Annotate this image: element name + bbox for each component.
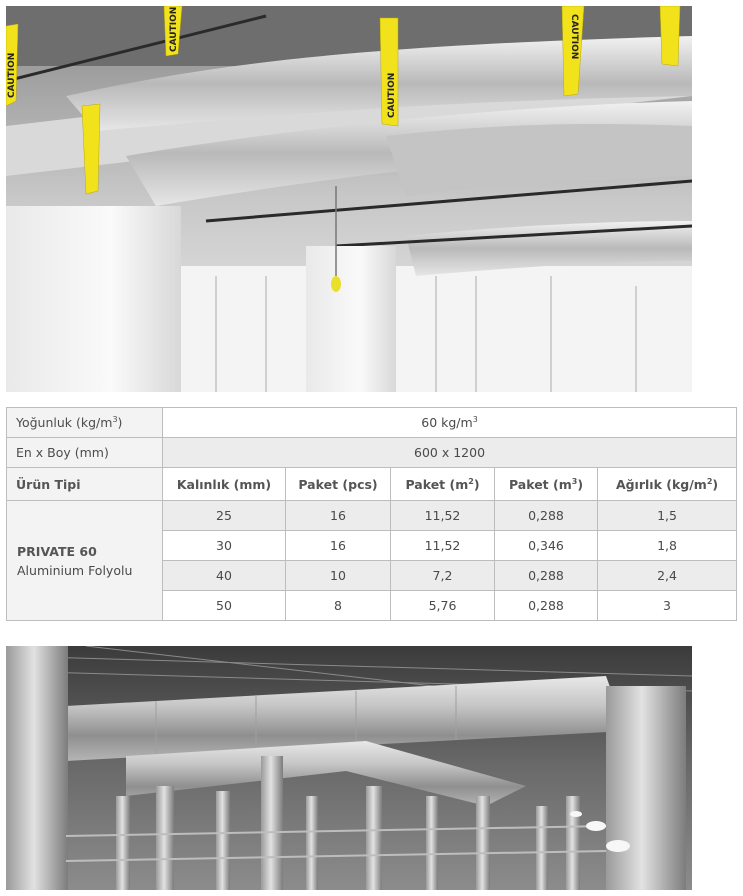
product-subtitle: Aluminium Folyolu	[17, 562, 133, 578]
m3-cell: 0,288	[495, 561, 598, 591]
m2-cell: 5,76	[391, 591, 495, 621]
thickness-cell: 40	[163, 561, 286, 591]
table-row	[7, 501, 737, 531]
size-label: En x Boy (mm)	[7, 438, 163, 468]
size-row	[7, 438, 737, 468]
density-row	[7, 408, 737, 438]
pcs-cell: 8	[286, 591, 391, 621]
m3-cell: 0,346	[495, 531, 598, 561]
header-pack-m2: Paket $(m^2)$	[391, 468, 495, 501]
header-weight: Ağırlık $(kg/m^2)$	[598, 468, 737, 501]
weight-cell: 1,8	[598, 531, 737, 561]
industrial-ducts-photo	[6, 646, 692, 890]
weight-cell: 2,4	[598, 561, 737, 591]
caution-tape-text-4: CAUTION	[569, 14, 579, 60]
weight-cell: 1,5	[598, 501, 737, 531]
caution-tape-text-3: CAUTION	[387, 72, 397, 118]
header-row	[7, 468, 737, 501]
thickness-cell: 25	[163, 501, 286, 531]
m2-cell: 11,52	[391, 501, 495, 531]
size-value: 600 x 1200	[163, 438, 737, 468]
m3-cell: 0,288	[495, 501, 598, 531]
pcs-cell: 16	[286, 531, 391, 561]
product-name: PRIVATE 60	[17, 543, 97, 559]
caution-tape-text-1: CAUTION	[7, 52, 17, 98]
product-cell	[7, 501, 163, 621]
m2-cell: 7,2	[391, 561, 495, 591]
density-value: 60 $kg/m^3$	[163, 408, 737, 438]
m2-cell: 11,52	[391, 531, 495, 561]
header-pack-pcs: Paket (pcs)	[286, 468, 391, 501]
pcs-cell: 10	[286, 561, 391, 591]
header-thickness: Kalınlık (mm)	[163, 468, 286, 501]
thickness-cell: 50	[163, 591, 286, 621]
pcs-cell: 16	[286, 501, 391, 531]
thickness-cell: 30	[163, 531, 286, 561]
product-spec-table	[6, 407, 737, 621]
weight-cell: 3	[598, 591, 737, 621]
caution-tape-text-2: CAUTION	[169, 6, 179, 52]
header-product-type: Ürün Tipi	[7, 468, 163, 501]
ceiling-ducts-photo	[6, 6, 692, 392]
density-label: Yoğunluk $(kg/m^3)$	[7, 408, 163, 438]
header-pack-m3: Paket $(m^3)$	[495, 468, 598, 501]
m3-cell: 0,288	[495, 591, 598, 621]
